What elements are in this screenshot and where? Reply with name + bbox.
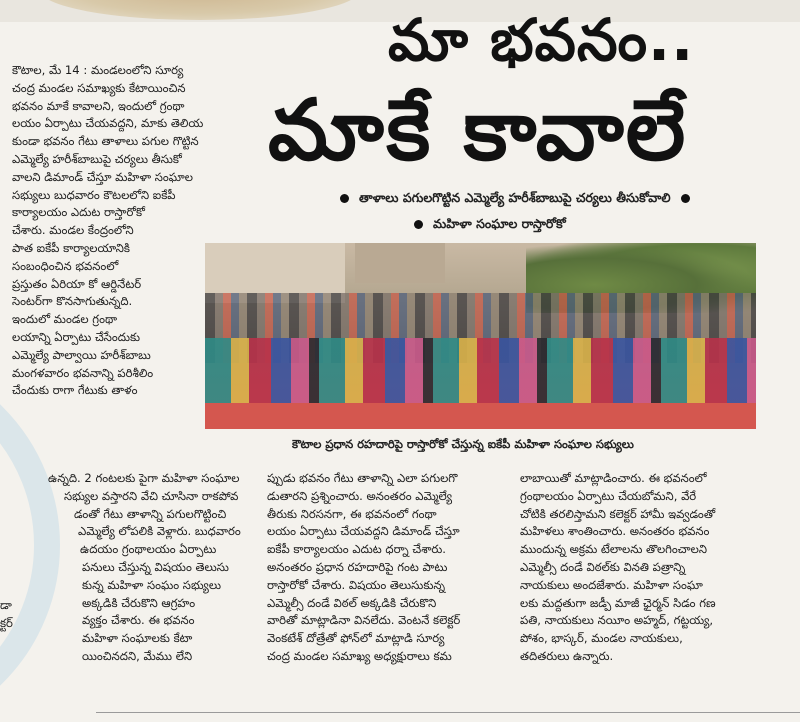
text-line: సభ్యులు బుధవారం కౌటలలోని ఐకేపీ <box>12 187 176 202</box>
text-line: సెంటర్‌గా కొనసాగుతున్నది. <box>12 294 133 309</box>
text-line: తీరుకు నిరసనగా, ఈ భవనంలో గంథా <box>267 506 437 521</box>
text-line: పోశం, భాస్కర్, మండల నాయకులు, <box>520 631 683 646</box>
text-line: లకు మద్దతుగా జడ్పీ మాజీ ఛైర్మన్ సిడం గణ <box>520 595 716 610</box>
text-line: కౌటాల, మే 14 : మండలంలోని సూర్య <box>12 63 184 77</box>
text-line: చోటికి తరలిస్తామని కలెక్టర్ హామీ ఇవ్వడంతో <box>520 506 716 521</box>
divider-rule <box>96 712 800 713</box>
text-line: నాయకులు అందజేశారు. మహిళా సంఘా <box>520 577 703 592</box>
text-line: వాలని డిమాండ్ చేస్తూ మహిళా సంఘాల <box>12 169 194 184</box>
text-line: వారితో మాట్లాడినా వినలేదు. వెంటనే కలెక్టర్ <box>267 613 461 628</box>
text-line: ఎమ్మెల్సీ దండే విఠల్ అక్కడికి చేరుకొని <box>267 595 437 610</box>
clipped-text-fragment: డా <box>0 598 12 612</box>
text-line: సంబంధించిన భవనంలో <box>12 258 119 273</box>
photo-building <box>355 243 445 283</box>
left-column-continued <box>12 470 260 666</box>
photo-women-seated <box>205 338 756 408</box>
text-line: ఎమ్మెల్యే పాల్వాయి హరీశ్‌బాబు <box>12 347 151 362</box>
text-line: కున్న మహిళా సంఘం సభ్యులు <box>82 577 222 592</box>
protest-photo <box>205 243 756 429</box>
text-line: చంద్ర మండల సమాఖ్యకు కేటాయించిన <box>12 80 186 95</box>
text-line: చంద్ర మండల సమాఖ్య అధ్యక్షురాలు కమ <box>267 648 452 663</box>
headline-line-2: మాకే కావాలే <box>268 81 688 179</box>
text-line: కుండా భవనం గేటు తాళాలు పగుల గొట్టిన <box>12 134 199 149</box>
left-column <box>12 62 244 400</box>
text-line: ప్పుడు భవనం గేటు తాళాన్ని ఎలా పగులగొ <box>267 471 458 485</box>
text-line: లయం ఏర్పాటు చేయవద్దని, మాకు తెలియ <box>12 116 204 131</box>
text-line: అక్కడికి చేరుకొని ఆగ్రహం <box>82 595 196 610</box>
text-line: ఉదయం గ్రంథాలయం ఏర్పాటు <box>80 542 217 557</box>
text-line: ఐకేపీ కార్యాలయం ఎదుట ధర్నా చేశారు. <box>267 542 446 557</box>
text-line: ఎమ్మెల్యే లోపలికి వెళ్లారు. బుధవారం <box>78 524 241 539</box>
text-line: మహిళలు శాంతించారు. అనంతరం భవనం <box>520 524 710 539</box>
subhead-2 <box>414 214 566 234</box>
text-line: పతి, నాయకులు నయీం అహ్మద్, గట్టయ్య, <box>520 613 714 628</box>
text-line: ఎమ్మెల్యే హరీశ్‌బాబుపై చర్యలు తీసుకో <box>12 151 182 166</box>
text-line: ఎమ్మెల్సీ దండే విఠల్‌కు వినతి పత్రాన్ని <box>520 559 686 574</box>
text-line: ఉన్నది. 2 గంటలకు పైగా మహిళా సంఘాల <box>48 471 240 485</box>
text-line: వ్యక్తం చేశారు. ఈ భవనం <box>82 613 195 628</box>
headline-line-1: మా భవనం.. <box>388 6 695 74</box>
clipped-text-fragment: క్టర్ <box>0 616 13 630</box>
bullet-icon <box>414 220 423 229</box>
text-line: భవనం మాకే కావాలని, ఇందులో గ్రంథా <box>12 98 185 113</box>
text-line: ముందున్న అక్రమ టేలాలను తొలగించాలని <box>520 542 707 557</box>
text-line: ప్రస్తుతం ఏరియా కో ఆర్డినేటర్ <box>12 276 142 291</box>
text-line: తదితరులు ఉన్నారు. <box>520 648 614 663</box>
text-line: యించినదని, మేము లేని <box>82 648 193 663</box>
text-line: లయం ఏర్పాటు చేయవద్దని డిమాండ్ చేస్తూ <box>267 524 460 539</box>
text-line: అనంతరం ప్రధాన రహదారిపై గంట పాటు <box>267 559 448 574</box>
photo-caption: కౌటాల ప్రధాన రహదారిపై రాస్తారోకో చేస్తున్న ఐకేపీ మహిళా సంఘాల సభ్యులు <box>292 437 634 451</box>
text-line: మంగళవారం భవనాన్ని పరిశీలిం <box>12 365 154 380</box>
text-line: చేశారు. మండల కేంద్రంలోని <box>12 223 134 238</box>
text-line: పాత ఐకేపీ కార్యాలయానికి <box>12 240 130 255</box>
text-line: ఇందులో మండల గ్రంథా <box>12 312 118 327</box>
text-line: చేందుకు రాగా గేటుకు తాళం <box>12 383 138 398</box>
photo-red-mat <box>205 403 756 429</box>
text-line: పనులు చేస్తున్న విషయం తెలుసు <box>82 559 229 574</box>
bullet-icon <box>340 194 349 203</box>
text-line: మహిళా సంఘాలకు కేటా <box>82 631 193 646</box>
text-line: రాస్తారోకో చేశారు. విషయం తెలుసుకున్న <box>267 577 445 592</box>
subhead-1 <box>340 188 690 208</box>
text-line: సభ్యుల వస్తారని వేచి చూసినా రాకపోవ <box>64 488 239 503</box>
text-line: కార్యాలయం ఎదుట రాస్తారోకో <box>12 205 145 220</box>
right-column <box>520 470 768 666</box>
subhead-1-text: తాళాలు పగులగొట్టిన ఎమ్మెల్యే హరీశ్‌బాబుపై చర్యలు తీసుకోవాలి <box>359 190 671 205</box>
text-line: లాబాయితో మాట్లాడించారు. ఈ భవనంలో <box>520 471 707 485</box>
bullet-icon <box>681 194 690 203</box>
text-line: డుతారని ప్రశ్నించారు. అనంతరం ఎమ్మెల్యే <box>267 488 453 503</box>
middle-column <box>267 470 510 666</box>
subhead-2-text: మహిళా సంఘాల రాస్తారోకో <box>433 216 566 231</box>
text-line: డంతో గేటు తాళాన్ని పగులగొట్టించి <box>74 506 227 521</box>
text-line: వెంకటేశ్ దోత్రేతో ఫోన్‌లో మాట్లాడి సూర్య <box>267 631 445 646</box>
text-line: గ్రంథాలయం ఏర్పాటు చేయబోమని, వేరే <box>520 488 697 503</box>
text-line: లయాన్ని ఏర్పాటు చేసేందుకు <box>12 329 141 344</box>
